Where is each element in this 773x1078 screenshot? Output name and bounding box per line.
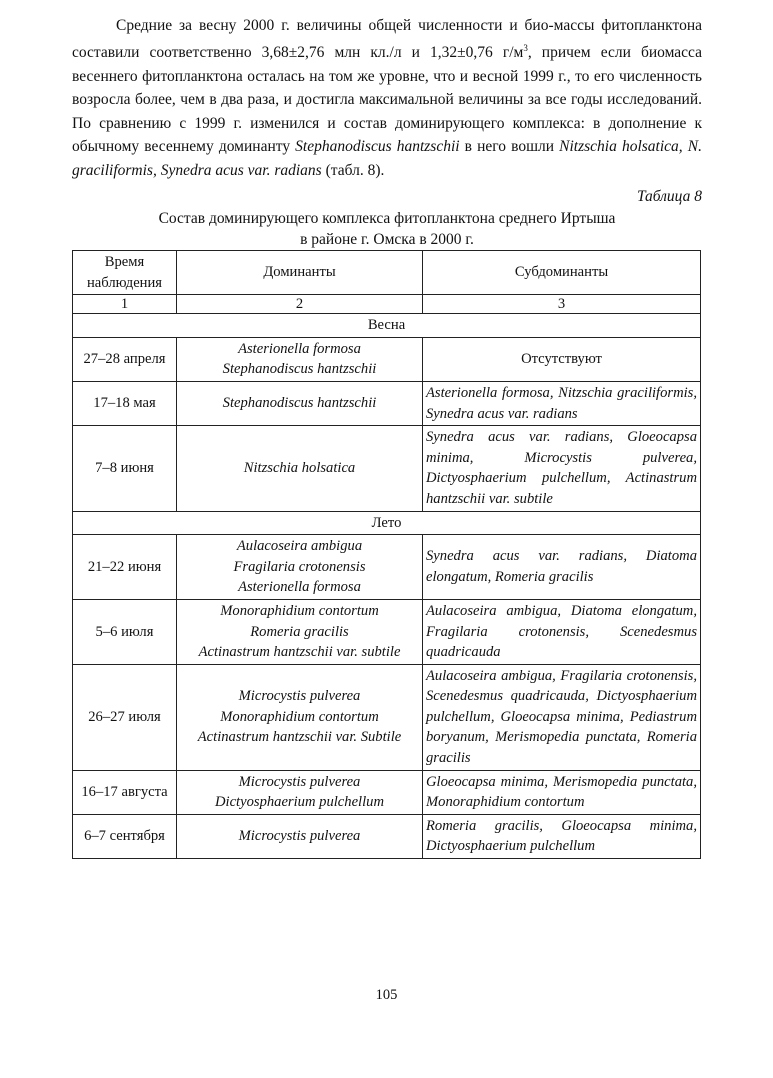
- dominant-species: Monoraphidium contortum: [220, 602, 379, 619]
- dominant-species: Actinastrum hantzschii var. Subtile: [197, 729, 402, 746]
- col-number-1: 1: [73, 295, 177, 314]
- phytoplankton-table: [72, 250, 701, 859]
- col-number-2: 2: [177, 295, 423, 314]
- dominant-species: Microcystis pulverea: [238, 828, 361, 845]
- cell-dominants: [177, 535, 423, 600]
- cell-dominants: [177, 599, 423, 664]
- cell-time: 7–8 июня: [73, 426, 177, 511]
- para-superscript: 3: [523, 43, 528, 54]
- para-italic-species-2: Nitzschia holsatica, N. graciliformis, Synedra acus var. radians: [72, 138, 702, 179]
- dominant-species: Aulacoseira ambigua: [236, 538, 363, 555]
- dominant-species: Stephanodiscus hantzschii: [222, 361, 377, 378]
- dominant-species: Asterionella formosa: [238, 340, 361, 357]
- cell-subdominants: Aulacoseira ambigua, Fragilaria crotonensis, Scenedesmus quadricauda, Dictyosphaerium pulchellum, Gloeocapsa minima, Pediastrum boryanum, Merismopedia punctata, Romeria gracilis: [423, 664, 701, 770]
- cell-subdominants: Aulacoseira ambigua, Diatoma elongatum, Fragilaria crotonensis, Scenedesmus quadricauda: [423, 599, 701, 664]
- cell-dominants: [177, 770, 423, 814]
- dominant-species: Stephanodiscus hantzschii: [222, 395, 377, 412]
- body-paragraph: [72, 14, 702, 182]
- table-row: [73, 337, 701, 381]
- dominant-species: Asterionella formosa: [238, 579, 361, 596]
- dominant-species: Nitzschia holsatica: [243, 460, 356, 477]
- table-row: [73, 426, 701, 511]
- table-number-label: Таблица 8: [636, 188, 702, 205]
- header-time: Время наблюдения: [73, 251, 177, 295]
- cell-dominants: [177, 664, 423, 770]
- table-row: [73, 814, 701, 858]
- para-text-3: в него вошли: [459, 138, 560, 156]
- dominant-species: Microcystis pulverea: [238, 688, 361, 705]
- cell-subdominants: Synedra acus var. radians, Gloeocapsa minima, Microcystis pulverea, Dictyosphaerium pulchellum, Actinastrum hantzschii var. subtile: [423, 426, 701, 511]
- season-row-summer: [73, 511, 701, 535]
- para-italic-species-1: Stephanodiscus hantzschii: [295, 138, 460, 156]
- dominant-species: Fragilaria crotonensis: [233, 558, 366, 575]
- cell-subdominants: Отсутствуют: [423, 337, 701, 381]
- dominant-species: Actinastrum hantzschii var. subtile: [198, 644, 401, 661]
- cell-time: 16–17 августа: [73, 770, 177, 814]
- cell-dominants: [177, 814, 423, 858]
- table-header-row: [73, 251, 701, 295]
- para-text-2: , причем если биомасса весеннего фитопланктона осталась на том же уровне, что и весной 1999 г., то его численность возросла более, чем в два раза, и достигла максимальной величины за все годы исследований. По сравнению с 1999 г. изменился и состав доминирующего комплекса: в дополнение к обычному весеннему доминанту: [72, 44, 702, 156]
- table-row: [73, 664, 701, 770]
- page-content: [72, 14, 702, 859]
- cell-time: 17–18 мая: [73, 381, 177, 425]
- table-caption-line-2: в районе г. Омска в 2000 г.: [300, 231, 474, 248]
- cell-subdominants: Asterionella formosa, Nitzschia graciliformis, Synedra acus var. radians: [423, 381, 701, 425]
- table-row: [73, 770, 701, 814]
- para-text-1: Средние за весну 2000 г. величины общей численности и био-массы фитопланктона составили соответственно 3,68±2,76 млн кл./л и 1,32±0,76 г/м: [72, 17, 702, 62]
- col-number-3: 3: [423, 295, 701, 314]
- cell-dominants: [177, 337, 423, 381]
- dominant-species: Monoraphidium contortum: [220, 708, 379, 725]
- dominant-species: Dictyosphaerium pulchellum: [214, 794, 384, 811]
- table-row: [73, 599, 701, 664]
- cell-time: 21–22 июня: [73, 535, 177, 600]
- dominant-species: Microcystis pulverea: [238, 773, 361, 790]
- para-text-4: (табл. 8).: [321, 161, 385, 179]
- season-row-spring: [73, 314, 701, 338]
- column-number-row: [73, 295, 701, 314]
- cell-subdominants: Gloeocapsa minima, Merismopedia punctata, Monoraphidium contortum: [423, 770, 701, 814]
- cell-time: 26–27 июля: [73, 664, 177, 770]
- header-subdominants: Субдоминанты: [423, 251, 701, 295]
- page-number: 105: [375, 987, 398, 1003]
- cell-dominants: [177, 381, 423, 425]
- dominant-species: Romeria gracilis: [250, 623, 349, 640]
- table-caption-line-1: Состав доминирующего комплекса фитопланктона среднего Иртыша: [158, 210, 616, 227]
- season-label-summer: Лето: [73, 511, 701, 535]
- cell-subdominants: Synedra acus var. radians, Diatoma elongatum, Romeria gracilis: [423, 535, 701, 600]
- table-row: [73, 381, 701, 425]
- cell-subdominants: Romeria gracilis, Gloeocapsa minima, Dictyosphaerium pulchellum: [423, 814, 701, 858]
- table-row: [73, 535, 701, 600]
- cell-dominants: [177, 426, 423, 511]
- header-dominants: Доминанты: [177, 251, 423, 295]
- cell-time: 5–6 июля: [73, 599, 177, 664]
- cell-time: 6–7 сентября: [73, 814, 177, 858]
- cell-time: 27–28 апреля: [73, 337, 177, 381]
- season-label-spring: Весна: [73, 314, 701, 338]
